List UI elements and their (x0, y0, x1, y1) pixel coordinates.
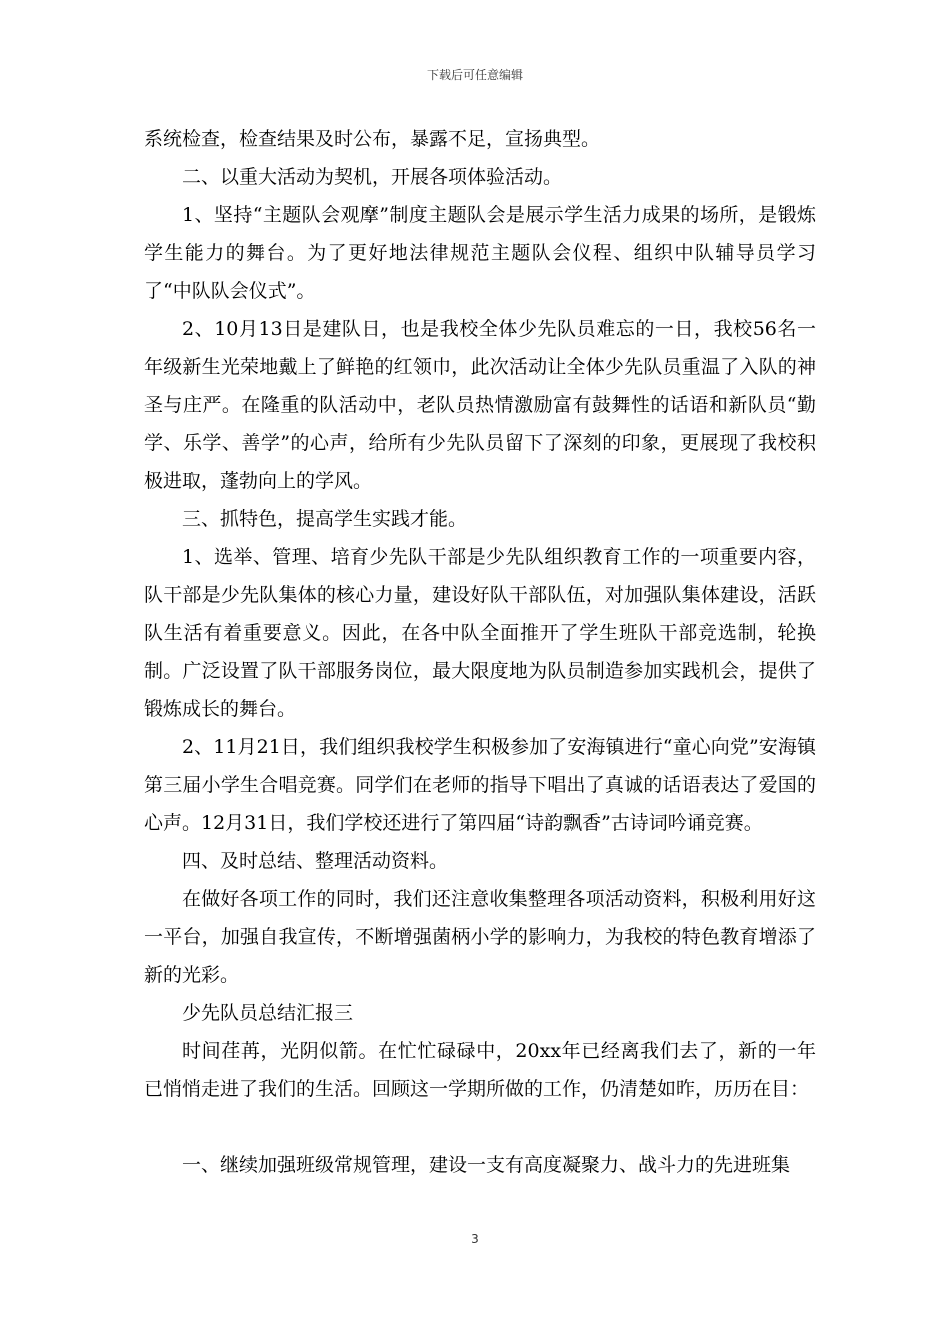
section-heading-2: 二、以重大活动为契机，开展各项体验活动。 (182, 166, 563, 188)
report-title: 少先队员总结汇报三 (182, 1002, 354, 1024)
paragraph-item: 时间荏苒，光阴似箭。在忙忙碌碌中，20xx年已经离我们去了，新的一年已悄悄走进了我们的生活。回顾这一学期所做的工作，仍清楚如昨，历历在目： (144, 1040, 816, 1100)
paragraph-item: 1、选举、管理、培育少先队干部是少先队组织教育工作的一项重要内容，队干部是少先队集体的核心力量，建设好队干部队伍，对加强队集体建设，活跃队生活有着重要意义。因此，在各中队全面推开了学生班队干部竞选制，轮换制。广泛设置了队干部服务岗位，最大限度地为队员制造参加实践机会，提供了锻炼成长的舞台。 (144, 546, 816, 720)
paragraph-item: 2、11月21日，我们组织我校学生积极参加了安海镇进行“童心向党”安海镇第三届小学生合唱竞赛。同学们在老师的指导下唱出了真诚的话语表达了爱国的心声。12月31日，我们学校还进行了第四届“诗韵飘香”古诗词吟诵竞赛。 (144, 736, 816, 834)
page-header: 下载后可任意编辑 (426, 68, 523, 82)
paragraph-continuation: 系统检查，检查结果及时公布，暴露不足，宣扬典型。 (144, 128, 601, 150)
document-body (144, 120, 816, 1184)
page-number: 3 (471, 1232, 479, 1246)
section-heading-1: 一、继续加强班级常规管理，建设一支有高度凝聚力、战斗力的先进班集 (182, 1154, 791, 1176)
section-heading-3: 三、抓特色，提高学生实践才能。 (182, 508, 468, 530)
paragraph-item: 在做好各项工作的同时，我们还注意收集整理各项活动资料，积极利用好这一平台，加强自我宣传，不断增强菌柄小学的影响力，为我校的特色教育增添了新的光彩。 (144, 888, 816, 986)
paragraph-item: 1、坚持“主题队会观摩”制度主题队会是展示学生活力成果的场所，是锻炼学生能力的舞台。为了更好地法律规范主题队会仪程、组织中队辅导员学习了“中队队会仪式”。 (144, 204, 816, 302)
paragraph-item: 2、10月13日是建队日，也是我校全体少先队员难忘的一日，我校56名一年级新生光荣地戴上了鲜艳的红领巾，此次活动让全体少先队员重温了入队的神圣与庄严。在隆重的队活动中，老队员热情激励富有鼓舞性的话语和新队员“勤学、乐学、善学”的心声，给所有少先队员留下了深刻的印象，更展现了我校积极进取，蓬勃向上的学风。 (144, 318, 816, 492)
section-heading-4: 四、及时总结、整理活动资料。 (182, 850, 449, 872)
